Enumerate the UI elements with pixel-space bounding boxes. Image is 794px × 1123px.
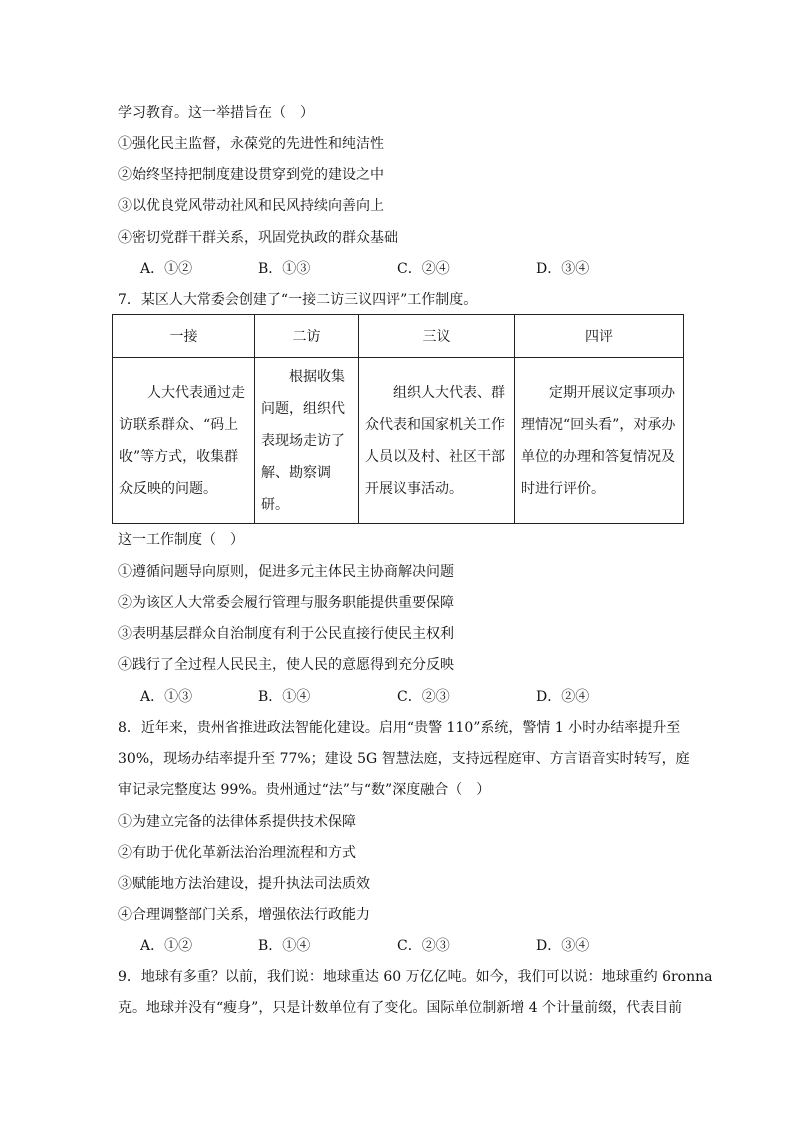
q8-option-a[interactable]: A．①② [140, 938, 193, 954]
q8-stem-line-1: 8．近年来，贵州省推进政法智能化建设。启用“贵警 110”系统，警情 1 小时办结率提升至 [118, 720, 681, 736]
q6-option-d[interactable]: D．③④ [536, 261, 590, 277]
q9-stem-line-1: 9．地球有多重？以前，我们说：地球重达 60 万亿亿吨。如今，我们可以说：地球重约 6ronna [118, 969, 713, 985]
q7-cell-2-text: 根据收集问题，组织代表现场走访了解、勘察调研。 [261, 368, 345, 513]
q6-statement-4: ④密切党群干群关系，巩固党执政的群众基础 [118, 230, 398, 246]
q6-option-b[interactable]: B．①③ [258, 261, 311, 277]
q7-table [112, 314, 684, 524]
q7-table-body-row [113, 358, 684, 524]
q6-statement-2: ②始终坚持把制度建设贯穿到党的建设之中 [118, 167, 384, 183]
q7-stem: 7．某区人大常委会创建了“一接二访三议四评”工作制度。 [118, 292, 478, 308]
q7-after-table: 这一工作制度（ ） [118, 532, 244, 548]
q6-statement-3: ③以优良党风带动社风和民风持续向善向上 [118, 198, 384, 214]
q7-cell-3 [359, 358, 515, 524]
q7-header-2: 二访 [255, 315, 359, 358]
q7-cell-3-text: 组织人大代表、群众代表和国家机关工作人员以及村、社区干部开展议事活动。 [365, 384, 505, 497]
q8-option-b[interactable]: B．①④ [258, 938, 311, 954]
q7-option-d[interactable]: D．②④ [536, 689, 590, 705]
q7-option-a[interactable]: A．①③ [140, 689, 193, 705]
q8-option-d[interactable]: D．③④ [536, 938, 590, 954]
q7-statement-2: ②为该区人大常委会履行管理与服务职能提供重要保障 [118, 595, 454, 611]
q7-cell-4 [515, 358, 684, 524]
q7-header-1: 一接 [113, 315, 255, 358]
q7-statement-3: ③表明基层群众自治制度有利于公民直接行使民主权利 [118, 626, 454, 642]
q7-statement-1: ①遵循问题导向原则，促进多元主体民主协商解决问题 [118, 564, 454, 580]
q8-option-c[interactable]: C．②③ [397, 938, 450, 954]
q9-stem-line-2: 克。地球并没有“瘦身”，只是计数单位有了变化。国际单位制新增 4 个计量前缀，代表目前 [118, 1000, 683, 1016]
q6-statement-1: ①强化民主监督，永葆党的先进性和纯洁性 [118, 136, 384, 152]
q6-option-c[interactable]: C．②④ [397, 261, 450, 277]
q8-stem-line-2: 30%，现场办结率提升至 77%；建设 5G 智慧法庭，支持远程庭审、方言语音实时转写，庭 [118, 751, 690, 767]
q6-option-a[interactable]: A．①② [140, 261, 193, 277]
q7-statement-4: ④践行了全过程人民民主，使人民的意愿得到充分反映 [118, 657, 454, 673]
q7-option-b[interactable]: B．①④ [258, 689, 311, 705]
q7-cell-2 [255, 358, 359, 524]
q8-statement-1: ①为建立完备的法律体系提供技术保障 [118, 814, 356, 830]
q7-cell-1 [113, 358, 255, 524]
q6-stem-tail: 学习教育。这一举措旨在（ ） [118, 105, 314, 121]
q8-statement-2: ②有助于优化革新法治治理流程和方式 [118, 845, 356, 861]
q8-statement-4: ④合理调整部门关系，增强依法行政能力 [118, 907, 370, 923]
q7-option-c[interactable]: C．②③ [397, 689, 450, 705]
q8-statement-3: ③赋能地方法治建设，提升执法司法质效 [118, 876, 370, 892]
q7-table-header-row [113, 315, 684, 358]
q7-cell-1-text: 人大代表通过走访联系群众、“码上收”等方式，收集群众反映的问题。 [119, 384, 245, 497]
q7-header-3: 三议 [359, 315, 515, 358]
q8-stem-line-3: 审记录完整度达 99%。贵州通过“法”与“数”深度融合（ ） [118, 782, 491, 798]
q7-cell-4-text: 定期开展议定事项办理情况“回头看”，对承办单位的办理和答复情况及时进行评价。 [521, 384, 676, 497]
q7-header-4: 四评 [515, 315, 684, 358]
